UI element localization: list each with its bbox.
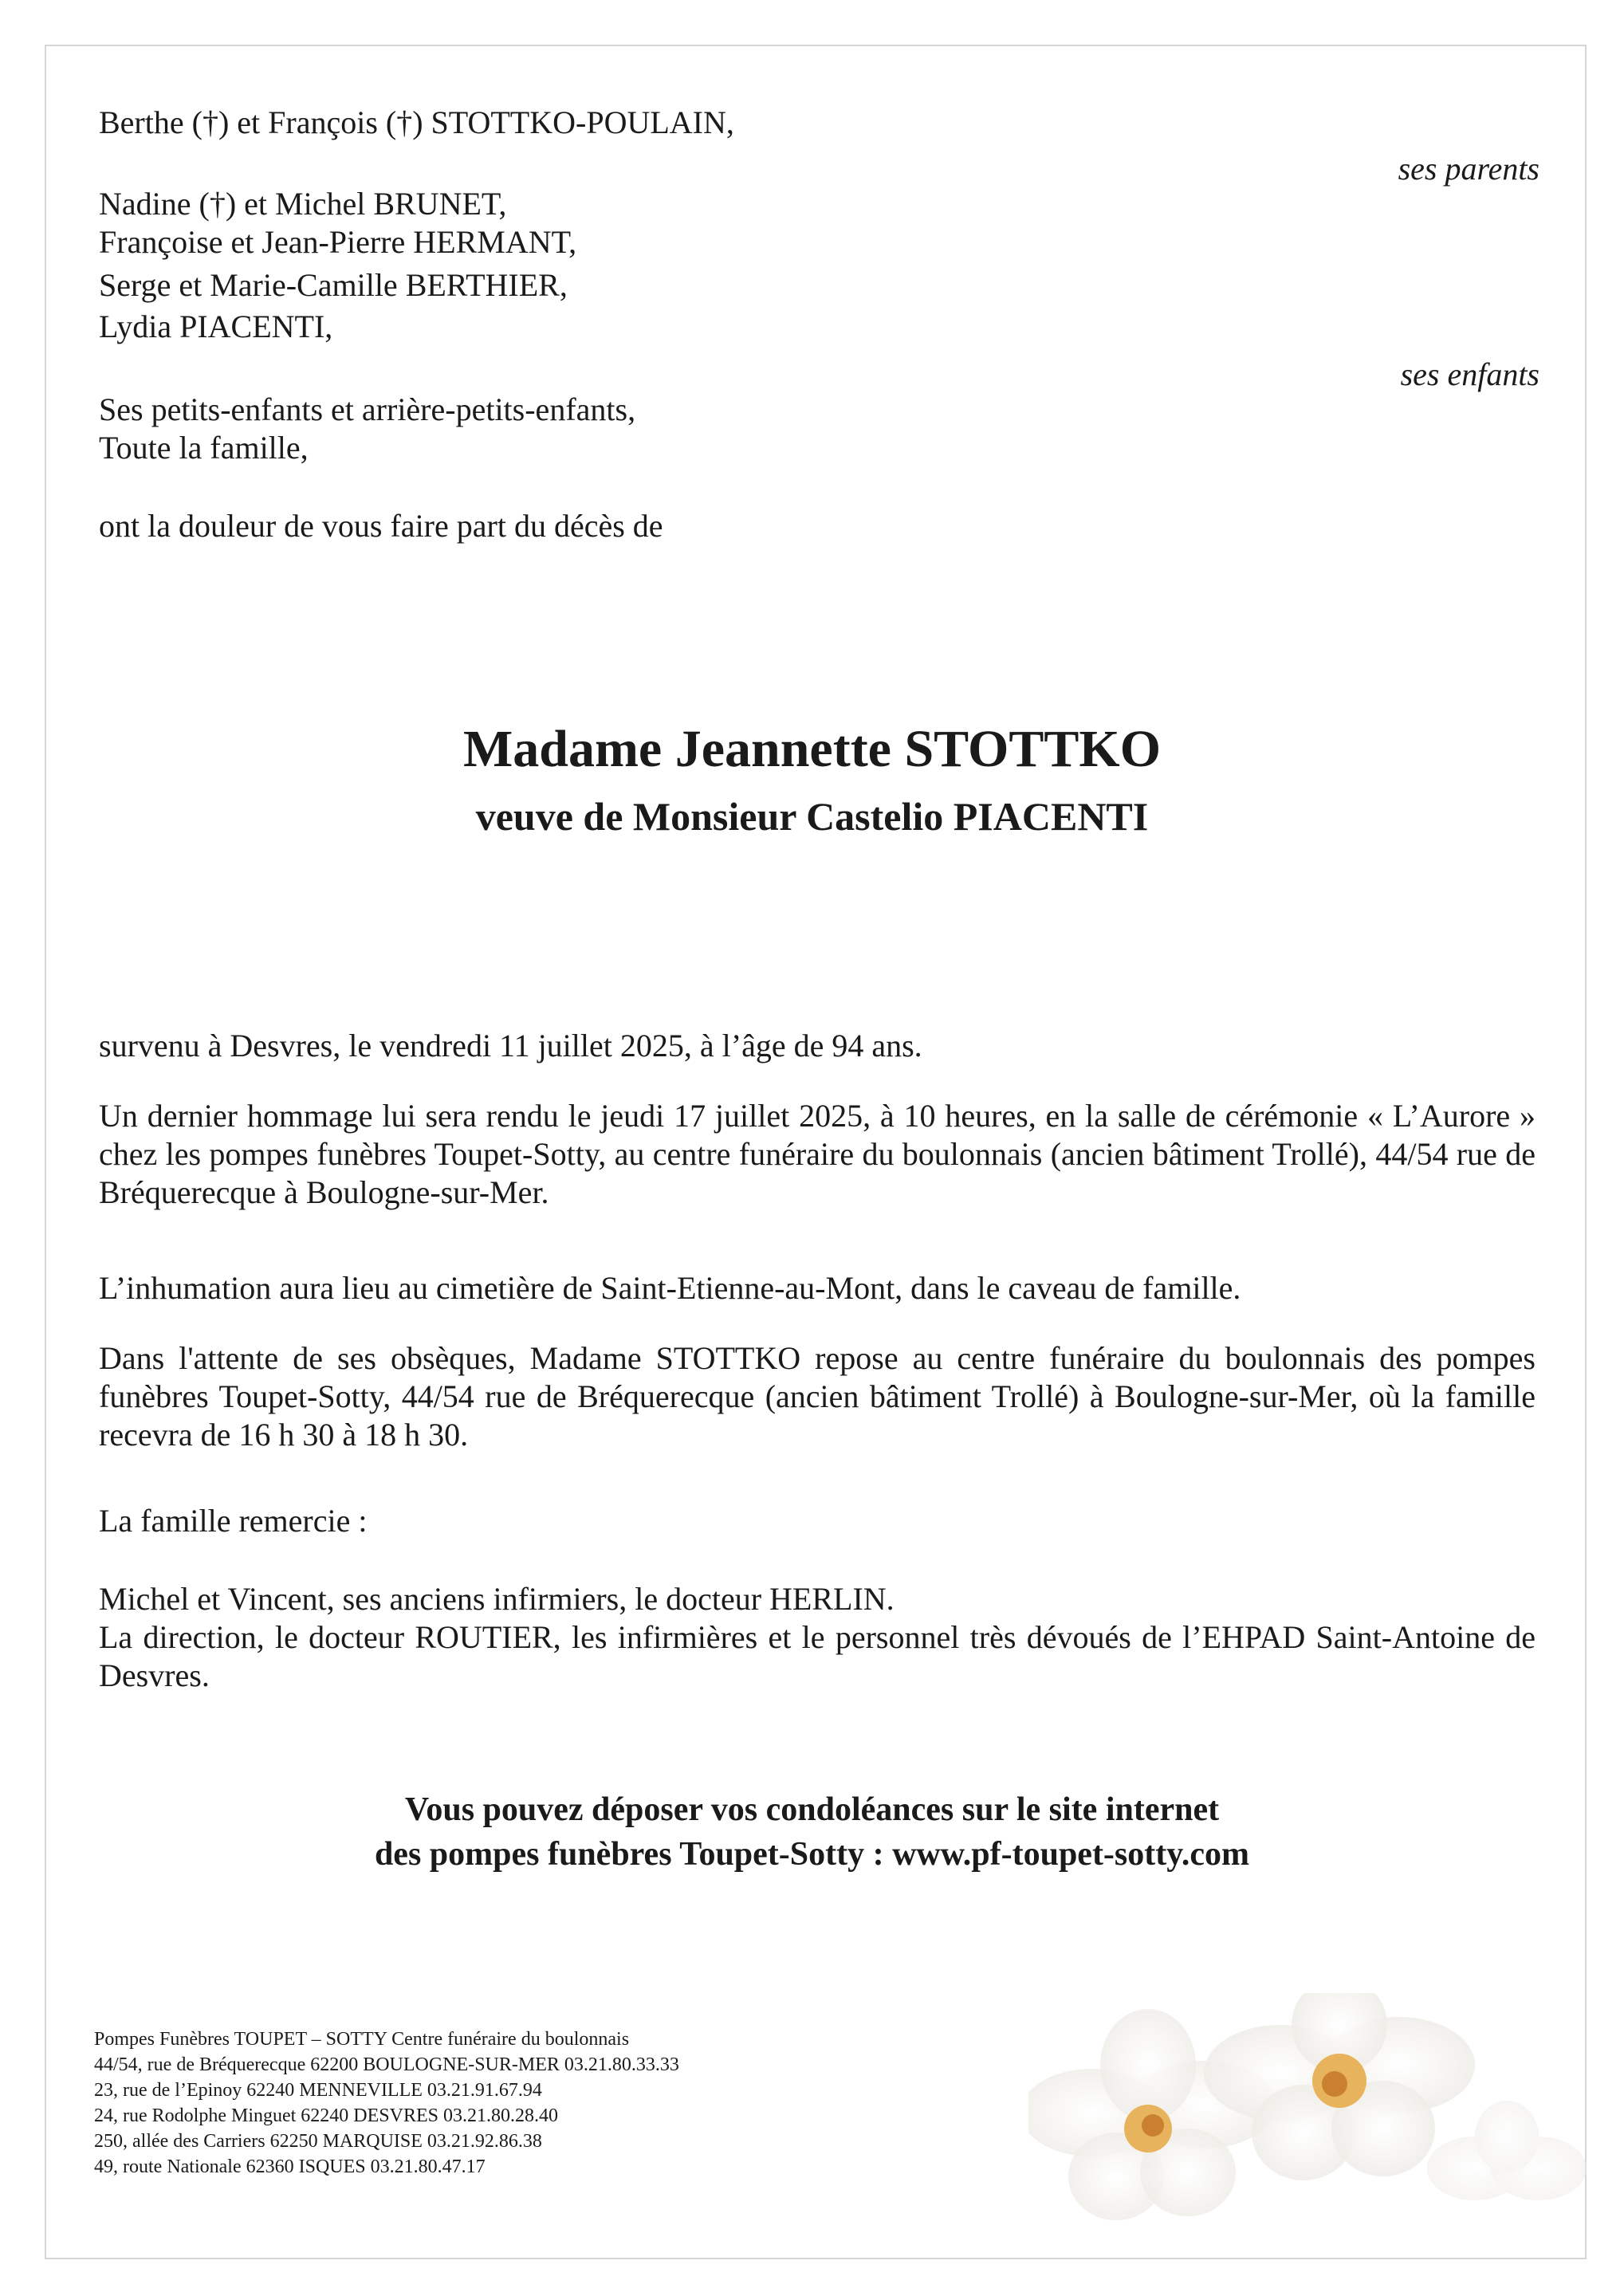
deceased-spouse: veuve de Monsieur Castelio PIACENTI — [475, 794, 1149, 839]
children-label: ses enfants — [1400, 356, 1539, 392]
condolences-line: Vous pouvez déposer vos condoléances sur le site internet — [404, 1791, 1220, 1828]
footer-line: 23, rue de l’Epinoy 62240 MENNEVILLE 03.21.91.67.94 — [94, 2080, 542, 2101]
death-notice: survenu à Desvres, le vendredi 11 juillet 2025, à l’âge de 94 ans. — [99, 1028, 922, 1063]
announcement-line: ont la douleur de vous faire part du décès de — [99, 508, 663, 544]
footer-line: Pompes Funèbres TOUPET – SOTTY Centre funéraire du boulonnais — [94, 2029, 630, 2050]
burial-paragraph: L’inhumation aura lieu au cimetière de Saint-Etienne-au-Mont, dans le caveau de famille. — [99, 1270, 1241, 1306]
footer-line: 49, route Nationale 62360 ISQUES 03.21.80.47.17 — [94, 2156, 486, 2177]
footer-line: 44/54, rue de Bréquerecque 62200 BOULOGNE-SUR-MER 03.21.80.33.33 — [94, 2054, 679, 2075]
deceased-name: Madame Jeannette STOTTKO — [462, 720, 1162, 778]
grandchildren-line: Ses petits-enfants et arrière-petits-enfants, — [99, 391, 636, 427]
family-line: Toute la famille, — [99, 430, 309, 466]
child-line: Françoise et Jean-Pierre HERMANT, — [99, 224, 577, 260]
ceremony-paragraph: Un dernier hommage lui sera rendu le jeudi 17 juillet 2025, à 10 heures, en la salle de cérémonie « L’Aurore » chez les pompes funèbres Toupet-Sotty, au centre funéraire du boulonnais (ancien bâtiment Trollé), 44/54 rue de Bréquerecque à Boulogne-sur-Mer. — [99, 1098, 1536, 1210]
thanks-intro: La famille remercie : — [99, 1503, 368, 1539]
child-line: Nadine (†) et Michel BRUNET, — [99, 186, 507, 222]
parents-label: ses parents — [1398, 151, 1539, 187]
footer-line: 24, rue Rodolphe Minguet 62240 DESVRES 03.21.80.28.40 — [94, 2105, 558, 2126]
condolences-line: des pompes funèbres Toupet-Sotty : www.pf-toupet-sotty.com — [374, 1836, 1250, 1873]
child-line: Lydia PIACENTI, — [99, 309, 333, 344]
orchid-flower-icon — [1427, 2101, 1587, 2200]
child-line: Serge et Marie-Camille BERTHIER, — [99, 267, 568, 303]
orchid-decoration — [1028, 1993, 1602, 2256]
viewing-paragraph: Dans l'attente de ses obsèques, Madame STOTTKO repose au centre funéraire du boulonnais des pompes funèbres Toupet-Sotty, 44/54 rue de Bréquerecque (ancien bâtiment Trollé) à Boulogne-sur-Mer, où la famille recevra de 16 h 30 à 18 h 30. — [99, 1340, 1536, 1453]
thanks-line: Michel et Vincent, ses anciens infirmiers, le docteur HERLIN. — [99, 1581, 895, 1617]
parents-line: Berthe (†) et François (†) STOTTKO-POULAIN, — [99, 104, 734, 140]
footer-line: 250, allée des Carriers 62250 MARQUISE 03.21.92.86.38 — [94, 2131, 542, 2152]
thanks-line: La direction, le docteur ROUTIER, les infirmières et le personnel très dévoués de l’EHPAD Saint-Antoine de Desvres. — [99, 1619, 1536, 1693]
